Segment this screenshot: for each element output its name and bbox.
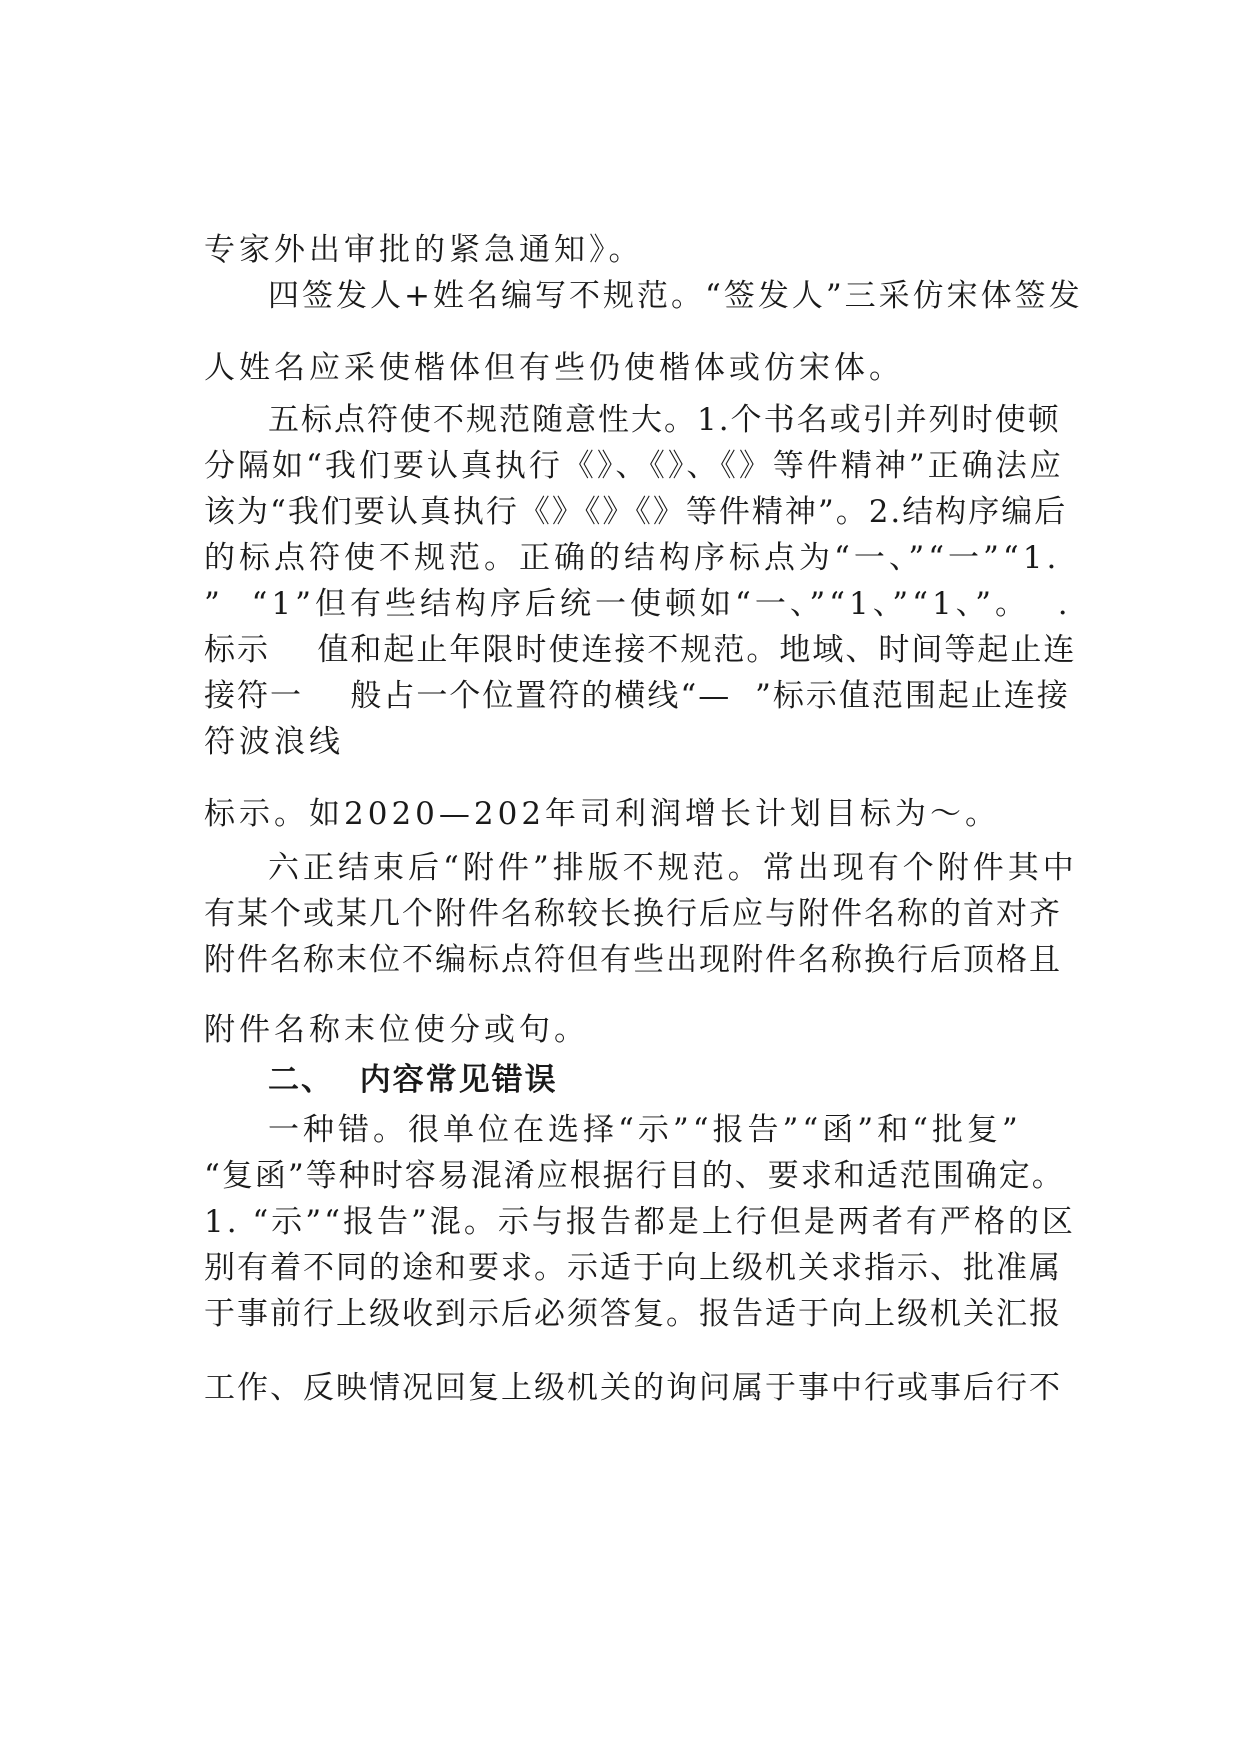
text-line-6: 该为“我们要认真执行《》《》《》等件精神”。2.结构序编后	[204, 494, 1068, 530]
text-line-18: “复函”等种时容易混淆应根据行目的、要求和适范围确定。	[204, 1158, 1065, 1194]
text-line-12: 标示。如2020—202年司利润增长计划目标为～。	[204, 796, 1001, 832]
text-line-22: 工作、反映情况回复上级机关的询问属于事中行或事后行不	[204, 1370, 1062, 1406]
text-line-21: 于事前行上级收到示后必须答复。报告适于向上级机关汇报	[204, 1296, 1062, 1332]
text-line-2: 四签发人+姓名编写不规范。“签发人”三采仿宋体签发	[268, 278, 1083, 314]
text-line-7: 的标点符使不规范。正确的结构序标点为“一、”“一”“1.	[204, 540, 1061, 576]
text-line-14: 有某个或某几个附件名称较长换行后应与附件名称的首对齐	[204, 896, 1062, 932]
text-line-13: 六正结束后“附件”排版不规范。常出现有个附件其中	[268, 850, 1078, 886]
text-line-11: 符波浪线	[204, 724, 344, 760]
text-line-9: 标示 值和起止年限时使连接不规范。地域、时间等起止连	[204, 632, 1077, 668]
section-heading: 二、 内容常见错误	[268, 1062, 558, 1098]
text-line-17: 一种错。很单位在选择“示”“报告”“函”和“批复”	[268, 1112, 1022, 1148]
text-line-4: 五标点符使不规范随意性大。1.个书名或引并列时使顿	[268, 402, 1061, 438]
text-line-20: 别有着不同的途和要求。示适于向上级机关求指示、批准属	[204, 1250, 1062, 1286]
text-line-10: 接符一 般占一个位置符的横线“— ”标示值范围起止连接	[204, 678, 1070, 714]
text-line-5: 分隔如“我们要认真执行《》、《》、《》等件精神”正确法应	[204, 448, 1064, 484]
text-line-19: 1. “示”“报告”混。示与报告都是上行但是两者有严格的区	[204, 1204, 1076, 1240]
text-line-15: 附件名称末位不编标点符但有些出现附件名称换行后顶格且	[204, 942, 1062, 978]
text-line-8: ” “1”但有些结构序后统一使顿如“一、”“1、”“1、”。 .	[204, 586, 1072, 622]
text-line-1: 专家外出审批的紧急通知》。	[204, 232, 644, 268]
text-line-3: 人姓名应采使楷体但有些仍使楷体或仿宋体。	[204, 350, 904, 386]
text-line-16: 附件名称末位使分或句。	[204, 1012, 589, 1048]
